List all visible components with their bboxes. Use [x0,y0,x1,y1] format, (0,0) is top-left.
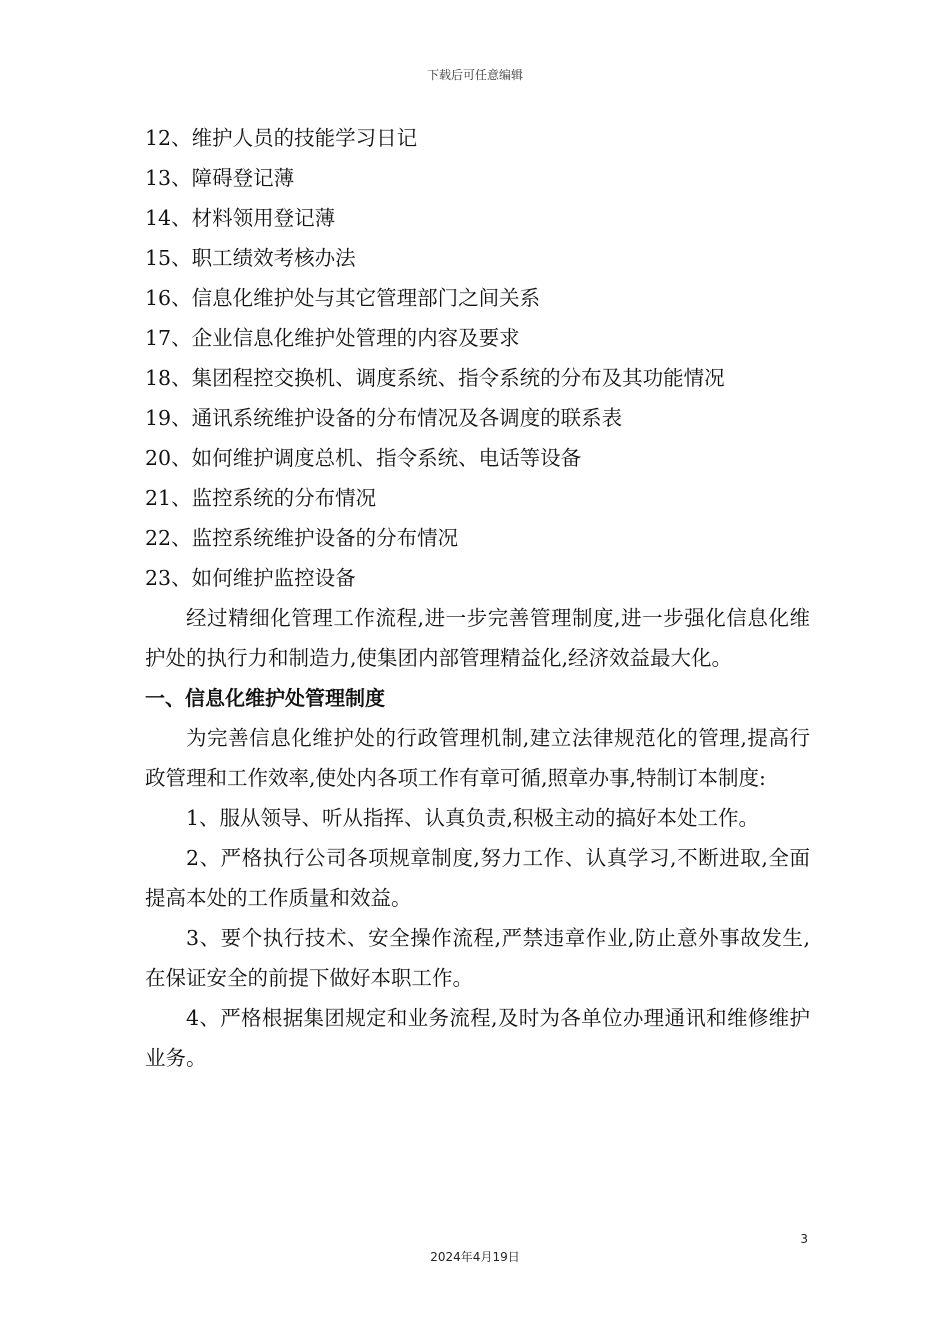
summary-paragraph: 经过精细化管理工作流程,进一步完善管理制度,进一步强化信息化维护处的执行力和制造力,使集团内部管理精益化,经济效益最大化。 [145,606,810,670]
rule-item: 1、服从领导、听从指挥、认真负责,积极主动的搞好本处工作。 [186,806,760,830]
rule-item: 3、要个执行技术、安全操作流程,严禁违章作业,防止意外事故发生,在保证安全的前提下做好本职工作。 [145,926,810,990]
rule-item: 2、严格执行公司各项规章制度,努力工作、认真学习,不断进取,全面提高本处的工作质量和效益。 [145,846,810,910]
list-item: 17、企业信息化维护处管理的内容及要求 [145,326,520,350]
page-footer-date: 2024年4月19日 [430,1250,520,1264]
page-header: 下载后可任意编辑 [426,68,523,82]
list-item: 21、监控系统的分布情况 [145,486,377,510]
list-item: 20、如何维护调度总机、指令系统、电话等设备 [145,446,582,470]
rule-item: 4、严格根据集团规定和业务流程,及时为各单位办理通讯和维修维护业务。 [145,1006,810,1070]
list-item: 16、信息化维护处与其它管理部门之间关系 [145,286,541,310]
list-item: 13、障碍登记薄 [145,166,295,190]
list-item: 18、集团程控交换机、调度系统、指令系统的分布及其功能情况 [145,366,725,390]
list-item: 12、维护人员的技能学习日记 [145,126,418,150]
list-item: 19、通讯系统维护设备的分布情况及各调度的联系表 [145,406,623,430]
section-heading: 一、信息化维护处管理制度 [145,686,385,710]
list-item: 23、如何维护监控设备 [145,566,356,590]
list-item: 14、材料领用登记薄 [145,206,336,230]
document-body [145,118,810,1078]
list-item: 15、职工绩效考核办法 [145,246,356,270]
list-item: 22、监控系统维护设备的分布情况 [145,526,459,550]
page-number: 3 [800,1232,808,1246]
section-intro: 为完善信息化维护处的行政管理机制,建立法律规范化的管理,提高行政管理和工作效率,使处内各项工作有章可循,照章办事,特制订本制度: [145,726,810,790]
